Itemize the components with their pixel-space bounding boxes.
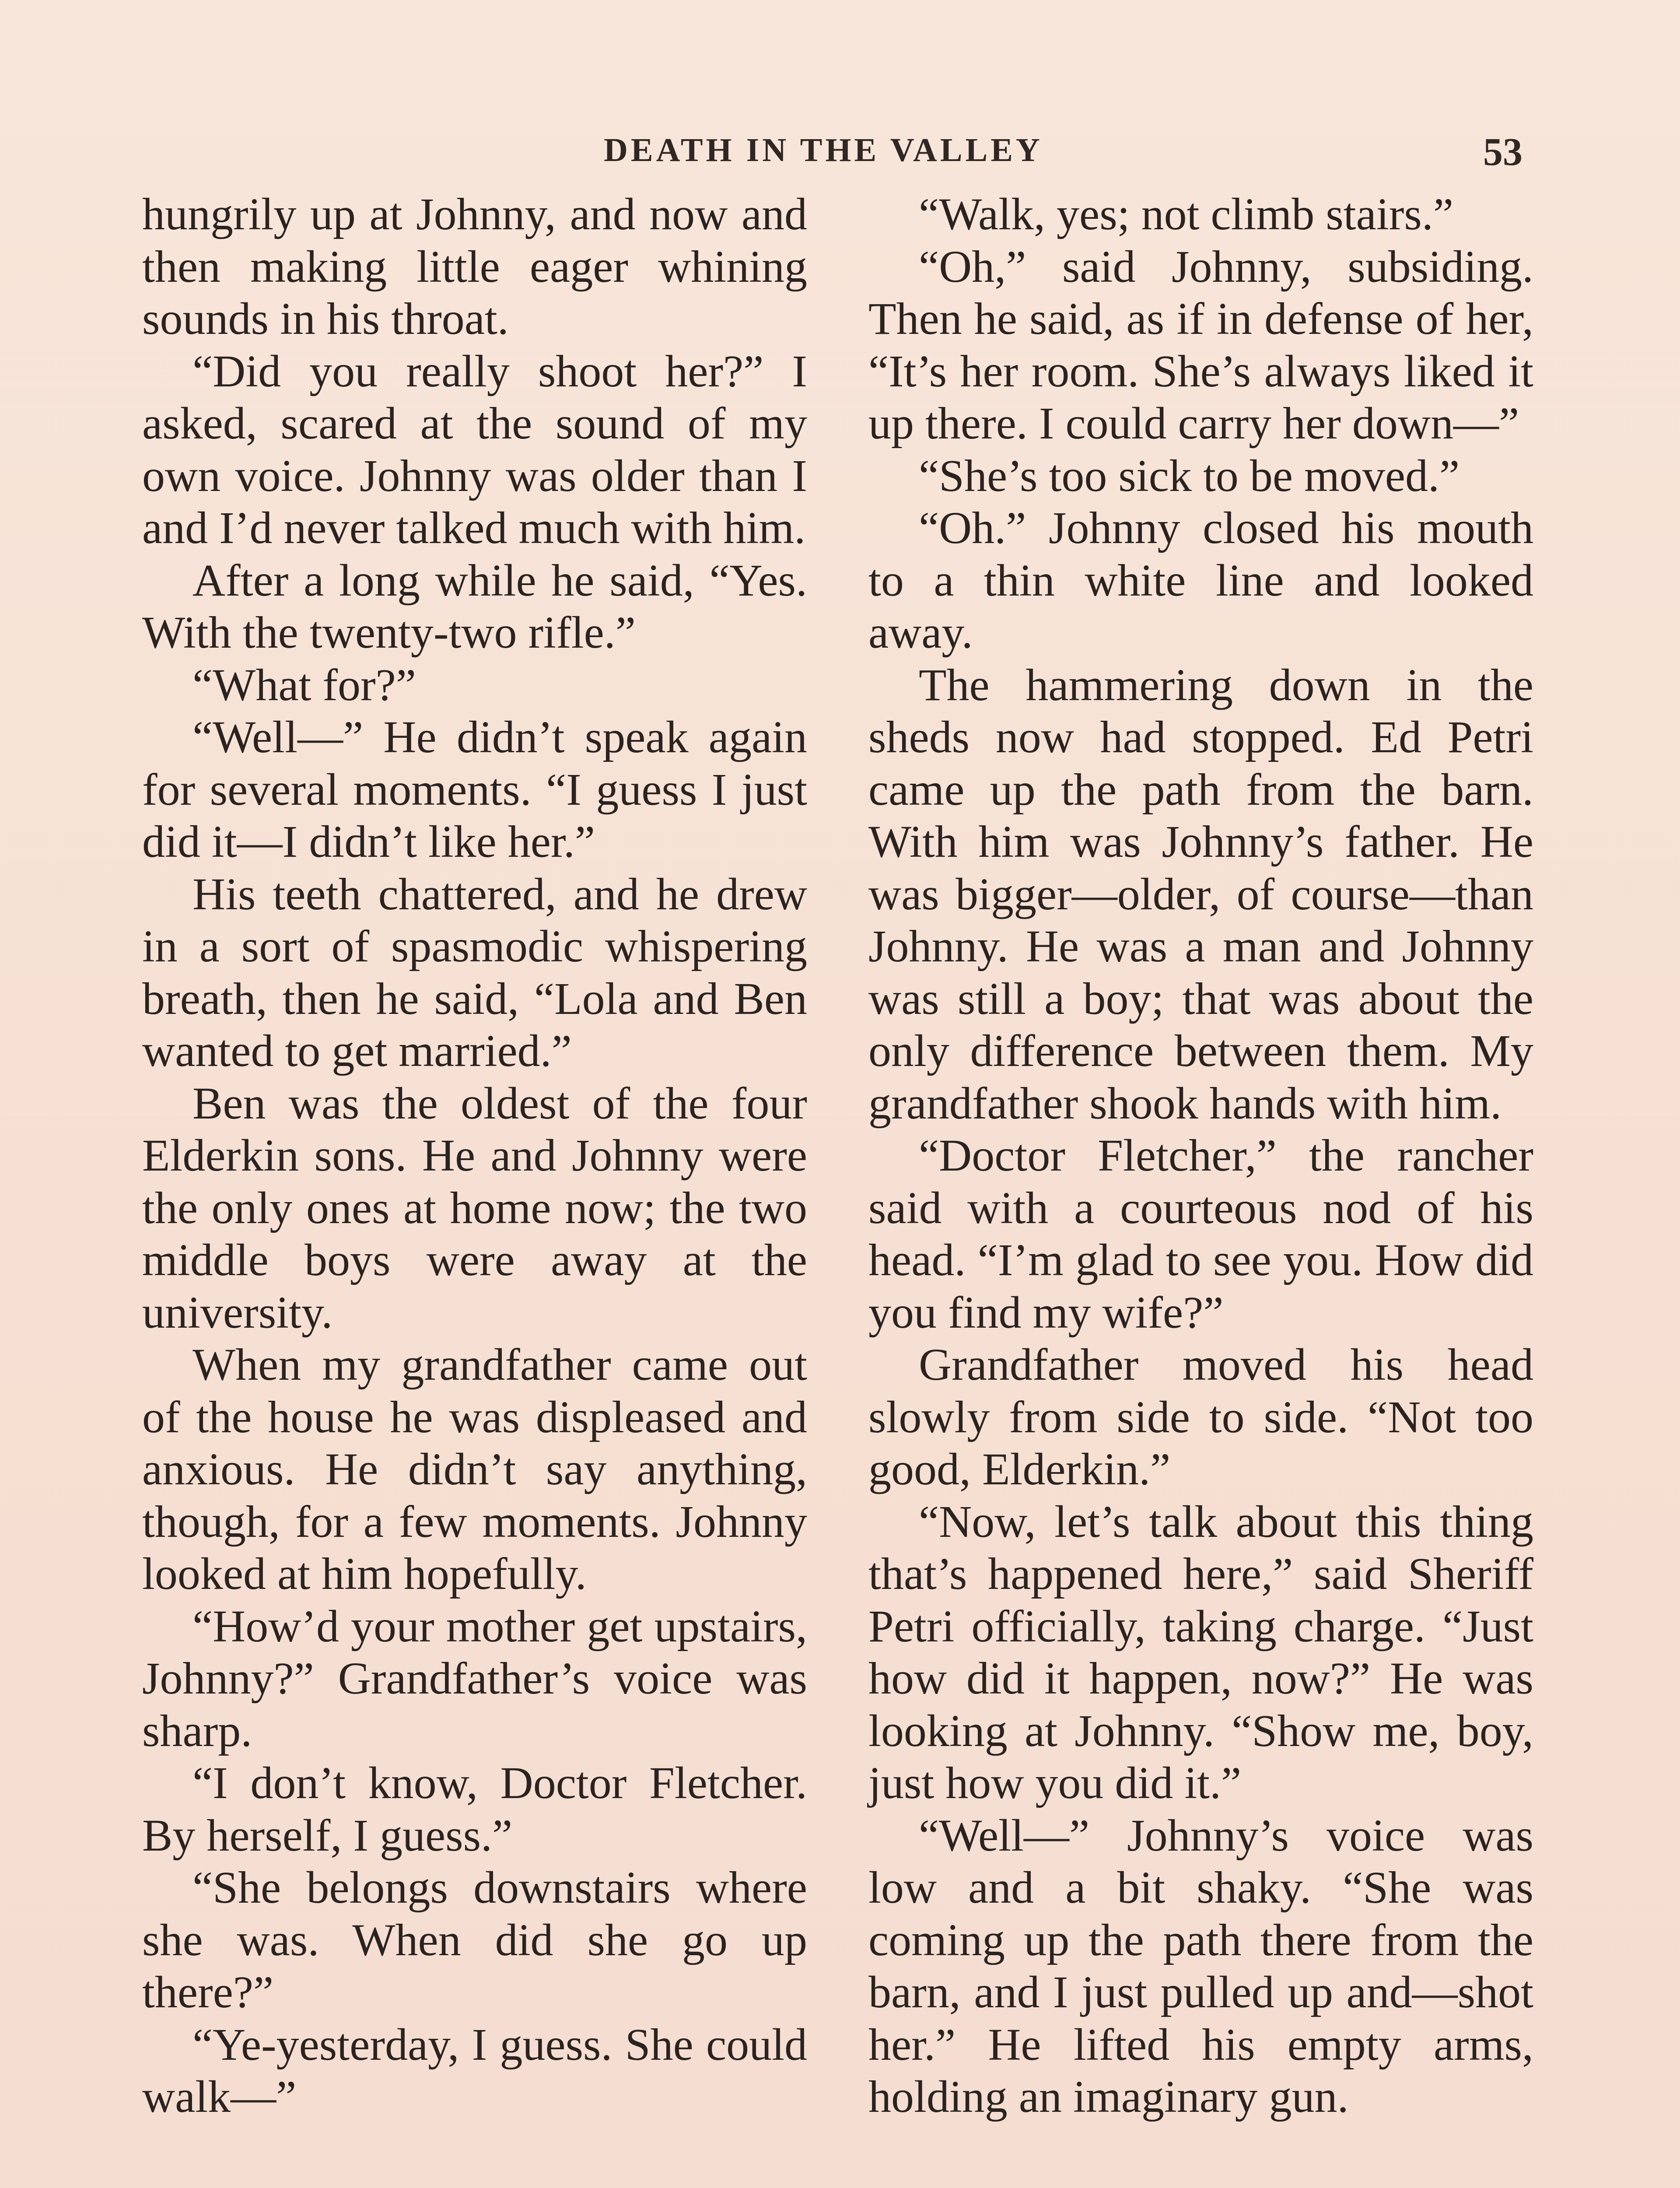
paragraph: “Oh.” Johnny closed his mouth to a thin white line and looked away. [868,503,1533,658]
page-number: 53 [1483,130,1522,174]
paragraph: “What for?” [192,659,416,710]
paragraph: “Well—” Johnny’s voice was low and a bit shaky. “She was coming up the path there from the barn, and I just pulled up and—shot her.” He lifted his empty arms, holding an imaginary gun. [868,1810,1533,2122]
paragraph: “Doctor Fletcher,” the rancher said with a courteous nod of his head. “I’m glad to see you. How did you find my wife?” [868,1130,1533,1338]
paragraph: His teeth chattered, and he drew in a sort of spasmodic whispering breath, then he said, “Lola and Ben wanted to get married.” [142,869,807,1076]
left-column [142,188,807,2123]
running-title: DEATH IN THE VALLEY [604,132,1043,168]
paragraph: “How’d your mother get upstairs, Johnny?” Grandfather’s voice was sharp. [142,1601,807,1756]
paragraph: “I don’t know, Doctor Fletcher. By herself, I guess.” [142,1758,807,1861]
paragraph: “Did you really shoot her?” I asked, scared at the sound of my own voice. Johnny was older than I and I’d never talked much with him. [142,346,807,553]
paragraph: “Oh,” said Johnny, subsiding. Then he said, as if in defense of her, “It’s her room. She’s always liked it up there. I could carry her down—” [868,241,1533,449]
paragraph: “Well—” He didn’t speak again for several moments. “I guess I just did it—I didn’t like her.” [142,712,807,867]
paragraph: “Walk, yes; not climb stairs.” [919,189,1453,239]
paragraph: “Now, let’s talk about this thing that’s happened here,” said Sheriff Petri officially, taking charge. “Just how did it happen, now?” He was looking at Johnny. “Show me, boy, just how you did it.” [868,1496,1533,1808]
paragraph: “She’s too sick to be moved.” [919,450,1460,501]
paragraph: Grandfather moved his head slowly from side to side. “Not too good, Elderkin.” [868,1339,1533,1494]
paragraph: After a long while he said, “Yes. With the twenty-two rifle.” [142,555,807,658]
paragraph: The hammering down in the sheds now had stopped. Ed Petri came up the path from the barn. With him was Johnny’s father. He was bigger—older, of course—than Johnny. He was a man and Johnny was still a boy; that was about the only difference between them. My grandfather shook hands with him. [868,659,1533,1129]
paragraph: hungrily up at Johnny, and now and then making little eager whining sounds in his throat. [142,189,807,344]
paragraph: When my grandfather came out of the house he was displeased and anxious. He didn’t say anything, though, for a few moments. Johnny looked at him hopefully. [142,1339,807,1599]
paragraph: “Ye-yesterday, I guess. She could walk—” [142,2019,807,2122]
right-column [868,188,1533,2123]
paragraph: “She belongs downstairs where she was. When did she go up there?” [142,1862,807,2017]
paragraph: Ben was the oldest of the four Elderkin sons. He and Johnny were the only ones at home now; the two middle boys were away at the university. [142,1078,807,1338]
